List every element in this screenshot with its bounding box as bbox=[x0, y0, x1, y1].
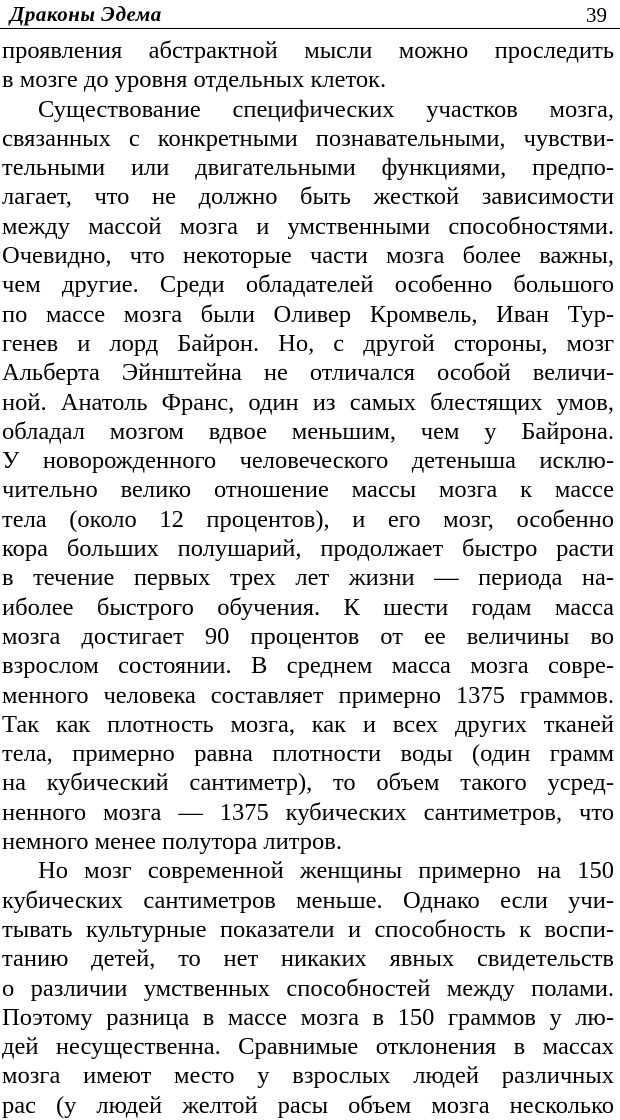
text-line: тела, примерно равна плотности воды (один грамм bbox=[2, 740, 614, 768]
text-line: мозга имеют место у взрослых людей различных bbox=[2, 1062, 614, 1090]
text-line: Но мозг современной женщины примерно на 150 bbox=[38, 857, 614, 885]
page-header bbox=[0, 0, 620, 34]
text-line: связанных с конкретными познавательными, чувстви- bbox=[2, 124, 614, 152]
header-rule bbox=[0, 28, 620, 29]
text-line: в мозге до уровня отдельных клеток. bbox=[2, 66, 387, 94]
text-line: танию детей, то нет никаких явных свидетельств bbox=[2, 945, 614, 973]
text-line: лагает, что не должно быть жесткой зависимости bbox=[2, 183, 614, 211]
text-line: по массе мозга были Оливер Кромвель, Иван Тур- bbox=[2, 300, 614, 328]
text-line: обладал мозгом вдвое меньшим, чем у Байрона. bbox=[2, 417, 614, 445]
text-line: ненного мозга — 1375 кубических сантиметров, что bbox=[2, 798, 614, 826]
text-line: кора больших полушарий, продолжает быстро расти bbox=[2, 535, 614, 563]
text-line: тельными или двигательными функциями, предпо- bbox=[2, 154, 614, 182]
text-line: немного менее полутора литров. bbox=[2, 828, 342, 856]
text-line: ной. Анатоль Франс, один из самых блестящих умов, bbox=[2, 388, 614, 416]
running-title: Драконы Эдема bbox=[10, 2, 162, 26]
text-line: взрослом состоянии. В среднем масса мозга совре- bbox=[2, 652, 614, 680]
text-line: чительно велико отношение массы мозга к массе bbox=[2, 476, 614, 504]
text-line: между массой мозга и умственными способностями. bbox=[2, 212, 614, 240]
text-line: Очевидно, что некоторые части мозга более важны, bbox=[2, 242, 614, 270]
text-line: иболее быстрого обучения. К шести годам масса bbox=[2, 593, 614, 621]
text-line: менного человека составляет примерно 1375 граммов. bbox=[2, 681, 614, 709]
text-line: чем другие. Среди обладателей особенно большого bbox=[2, 271, 614, 299]
text-line: о различии умственных способностей между полами. bbox=[2, 974, 614, 1002]
text-line: Альберта Эйнштейна не отличался особой величи- bbox=[2, 359, 614, 387]
text-line: дей несущественна. Сравнимые отклонения в массах bbox=[2, 1033, 614, 1061]
text-line: тела (около 12 процентов), и его мозг, особенно bbox=[2, 505, 614, 533]
text-line: в течение первых трех лет жизни — периода на- bbox=[2, 564, 614, 592]
text-line: Поэтому разница в массе мозга в 150 граммов у лю- bbox=[2, 1003, 614, 1031]
text-line: Существование специфических участков мозга, bbox=[38, 95, 614, 123]
text-line: кубических сантиметров меньше. Однако если учи- bbox=[2, 886, 614, 914]
text-line: на кубический сантиметр), то объем такого усред- bbox=[2, 769, 614, 797]
text-line: проявления абстрактной мысли можно проследить bbox=[2, 37, 614, 64]
text-line: мозга достигает 90 процентов от ее величины во bbox=[2, 622, 614, 650]
text-line: У новорожденного человеческого детеныша исклю- bbox=[2, 447, 614, 475]
text-line: рас (у людей желтой расы объем мозга несколько bbox=[2, 1091, 614, 1119]
body-text bbox=[2, 36, 614, 1120]
page-number: 39 bbox=[586, 3, 607, 27]
text-line: тывать культурные показатели и способность к воспи- bbox=[2, 915, 614, 943]
text-line: генев и лорд Байрон. Но, с другой стороны, мозг bbox=[2, 329, 614, 357]
text-line: Так как плотность мозга, как и всех других тканей bbox=[2, 710, 614, 738]
